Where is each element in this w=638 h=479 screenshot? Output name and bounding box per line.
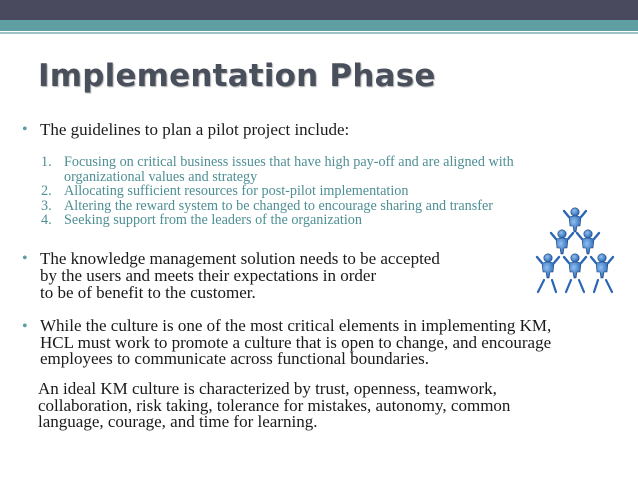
teamwork-pyramid-icon	[534, 206, 616, 296]
guidelines-list	[41, 155, 514, 228]
bullet-dot: •	[22, 318, 28, 335]
bullet-dot: •	[22, 121, 28, 138]
list-item: 3. Altering the reward system to be changed to encourage sharing and transfer	[41, 197, 494, 214]
list-item: 1. Focusing on critical business issues that have high pay-off and are aligned with organizational values and strategy	[41, 154, 514, 185]
bullet-text: The guidelines to plan a pilot project include:	[40, 120, 350, 139]
header-bar-dark	[0, 0, 638, 20]
list-item: 4. Seeking support from the leaders of the organization	[41, 212, 362, 228]
bullet-dot: •	[22, 250, 28, 267]
header-bar-line	[0, 32, 638, 34]
slide-title: Implementation Phase	[38, 58, 436, 94]
km-culture-paragraph: An ideal KM culture is characterized by trust, openness, teamwork, collaboration, risk taking, tolerance for mistakes, autonomy, common language, courage, and time for learning.	[38, 379, 511, 431]
list-item: 2. Allocating sufficient resources for post-pilot implementation	[41, 183, 409, 199]
header-bar-teal	[0, 20, 638, 31]
